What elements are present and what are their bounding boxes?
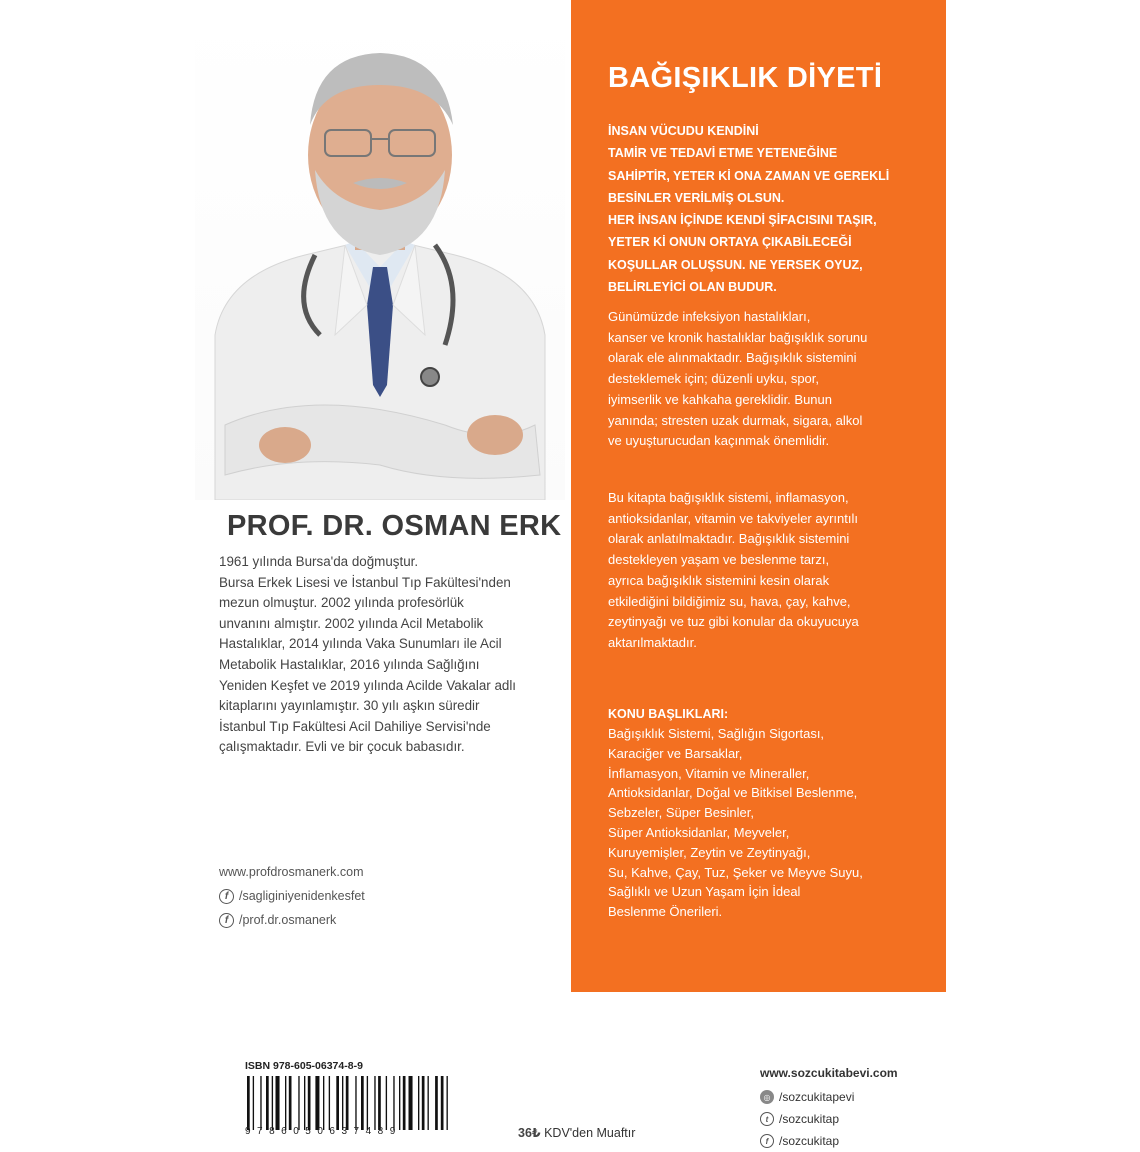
bio-line: İstanbul Tıp Fakültesi Acil Dahiliye Servisi'nde	[219, 718, 491, 734]
topic-line: Antioksidanlar, Doğal ve Bitkisel Beslenme,	[608, 785, 858, 801]
publisher-instagram-link[interactable]	[760, 1086, 898, 1108]
para-line: Bu kitapta bağışıklık sistemi, inflamasyon,	[608, 490, 849, 505]
facebook-handle: /sagliginiyenidenkesfet	[239, 889, 365, 903]
facebook-icon: f	[219, 889, 234, 904]
topics-heading: KONU BAŞLIKLARI:	[608, 707, 729, 721]
para-line: ayrıca bağışıklık sistemini kesin olarak	[608, 572, 830, 588]
bio-line: Metabolik Hastalıklar, 2016 yılında Sağlığını	[219, 656, 480, 672]
twitter-handle: /sozcukitap	[779, 1112, 840, 1126]
quote-line: TAMİR VE TEDAVİ ETME YETENEĞİNE	[608, 146, 838, 161]
para-line: aktarılmaktadır.	[608, 634, 697, 650]
barcode-digits: 9786050637489	[245, 1126, 402, 1137]
facebook-handle: /prof.dr.osmanerk	[239, 913, 337, 927]
topic-line: İnflamasyon, Vitamin ve Mineraller,	[608, 765, 810, 781]
topic-line: Süper Antioksidanlar, Meyveler,	[608, 824, 790, 840]
twitter-icon: t	[760, 1112, 774, 1126]
para-line: kanser ve kronik hastalıklar bağışıklık sorunu	[608, 329, 868, 345]
para-line: antioksidanlar, vitamin ve takviyeler ayrıntılı	[608, 510, 858, 526]
quote-line: HER İNSAN İÇİNDE KENDİ ŞİFACISINI TAŞIR,	[608, 213, 877, 228]
bio-line: çalışmaktadır. Evli ve bir çocuk babasıdır.	[219, 739, 465, 755]
bio-line: mezun olmuştur. 2002 yılında profesörlük	[219, 595, 464, 611]
quote-line: SAHİPTİR, YETER Kİ ONA ZAMAN VE GEREKLİ	[608, 168, 890, 183]
bio-line: Yeniden Keşfet ve 2019 yılında Acilde Vakalar adlı	[219, 677, 517, 693]
author-website-link[interactable]: www.profdrosmanerk.com	[219, 865, 364, 879]
author-links	[219, 860, 365, 932]
description-paragraph-2	[608, 488, 859, 654]
isbn-number: ISBN 978-605-06374-8-9	[245, 1060, 363, 1072]
bio-line: 1961 yılında Bursa'da doğmuştur.	[219, 554, 419, 569]
topic-line: Su, Kahve, Çay, Tuz, Şeker ve Meyve Suyu,	[608, 864, 863, 880]
publisher-website[interactable]: www.sozcukitabevi.com	[760, 1066, 898, 1080]
para-line: zeytinyağı ve tuz gibi konular da okuyucuya	[608, 614, 859, 630]
para-line: etkilediğini bildiğimiz su, hava, çay, kahve,	[608, 593, 851, 609]
facebook-handle: /sozcukitap	[779, 1134, 840, 1148]
para-line: desteklemek için; düzenli uyku, spor,	[608, 371, 819, 387]
para-line: ve uyuşturucudan kaçınmak önemlidir.	[608, 433, 830, 449]
topic-line: Sağlıklı ve Uzun Yaşam İçin İdeal	[608, 884, 801, 900]
para-line: Günümüzde infeksiyon hastalıkları,	[608, 309, 811, 324]
instagram-icon: ◎	[760, 1090, 774, 1104]
author-photo	[195, 5, 565, 500]
bio-line: kitaplarını yayınlamıştır. 30 yılı aşkın süredir	[219, 698, 480, 714]
quote-line: YETER Kİ ONUN ORTAYA ÇIKABİLECEĞİ	[608, 235, 852, 250]
facebook-icon: f	[760, 1134, 774, 1148]
price-label	[518, 1125, 635, 1140]
para-line: olarak anlatılmaktadır. Bağışıklık sistemini	[608, 531, 850, 547]
author-facebook-link[interactable]	[219, 908, 365, 932]
author-bio	[219, 552, 549, 758]
barcode-graphic	[245, 1076, 515, 1130]
facebook-icon: f	[219, 913, 234, 928]
author-name: PROF. DR. OSMAN ERK	[227, 510, 562, 542]
para-line: yanında; stresten uzak durmak, sigara, alkol	[608, 412, 863, 428]
instagram-handle: /sozcukitapevi	[779, 1090, 855, 1104]
topic-line: Bağışıklık Sistemi, Sağlığın Sigortası,	[608, 726, 825, 741]
para-line: destekleyen yaşam ve beslenme tarzı,	[608, 552, 830, 568]
topic-line: Karaciğer ve Barsaklar,	[608, 745, 743, 761]
book-quote	[608, 120, 889, 298]
topic-line: Kuruyemişler, Zeytin ve Zeytinyağı,	[608, 844, 811, 860]
author-facebook-link[interactable]	[219, 884, 365, 908]
price-value: 36₺	[518, 1126, 541, 1140]
quote-line: KOŞULLAR OLUŞSUN. NE YERSEK OYUZ,	[608, 257, 863, 272]
para-line: iyimserlik ve kahkaha gereklidir. Bunun	[608, 391, 832, 407]
author-portrait-illustration	[195, 5, 565, 500]
publisher-twitter-link[interactable]	[760, 1108, 898, 1130]
bio-line: Hastalıklar, 2014 yılında Vaka Sunumları ile Acil	[219, 636, 502, 652]
topics-list	[608, 705, 863, 922]
publisher-facebook-link[interactable]	[760, 1130, 898, 1152]
bio-line: unvanını almıştır. 2002 yılında Acil Metabolik	[219, 615, 484, 631]
quote-line: BELİRLEYİCİ OLAN BUDUR.	[608, 280, 777, 295]
description-paragraph-1	[608, 307, 867, 452]
isbn-barcode	[245, 1060, 515, 1140]
tax-exempt-text: KDV'den Muaftır	[544, 1126, 636, 1140]
quote-line: BESİNLER VERİLMİŞ OLSUN.	[608, 190, 785, 205]
bio-line: Bursa Erkek Lisesi ve İstanbul Tıp Fakültesi'nden	[219, 574, 511, 590]
topic-line: Beslenme Önerileri.	[608, 904, 723, 920]
quote-line: İNSAN VÜCUDU KENDİNİ	[608, 124, 759, 138]
topic-line: Sebzeler, Süper Besinler,	[608, 805, 754, 821]
publisher-info	[760, 1066, 898, 1152]
para-line: olarak ele alınmaktadır. Bağışıklık sistemini	[608, 350, 857, 366]
book-title: BAĞIŞIKLIK DİYETİ	[608, 62, 883, 94]
